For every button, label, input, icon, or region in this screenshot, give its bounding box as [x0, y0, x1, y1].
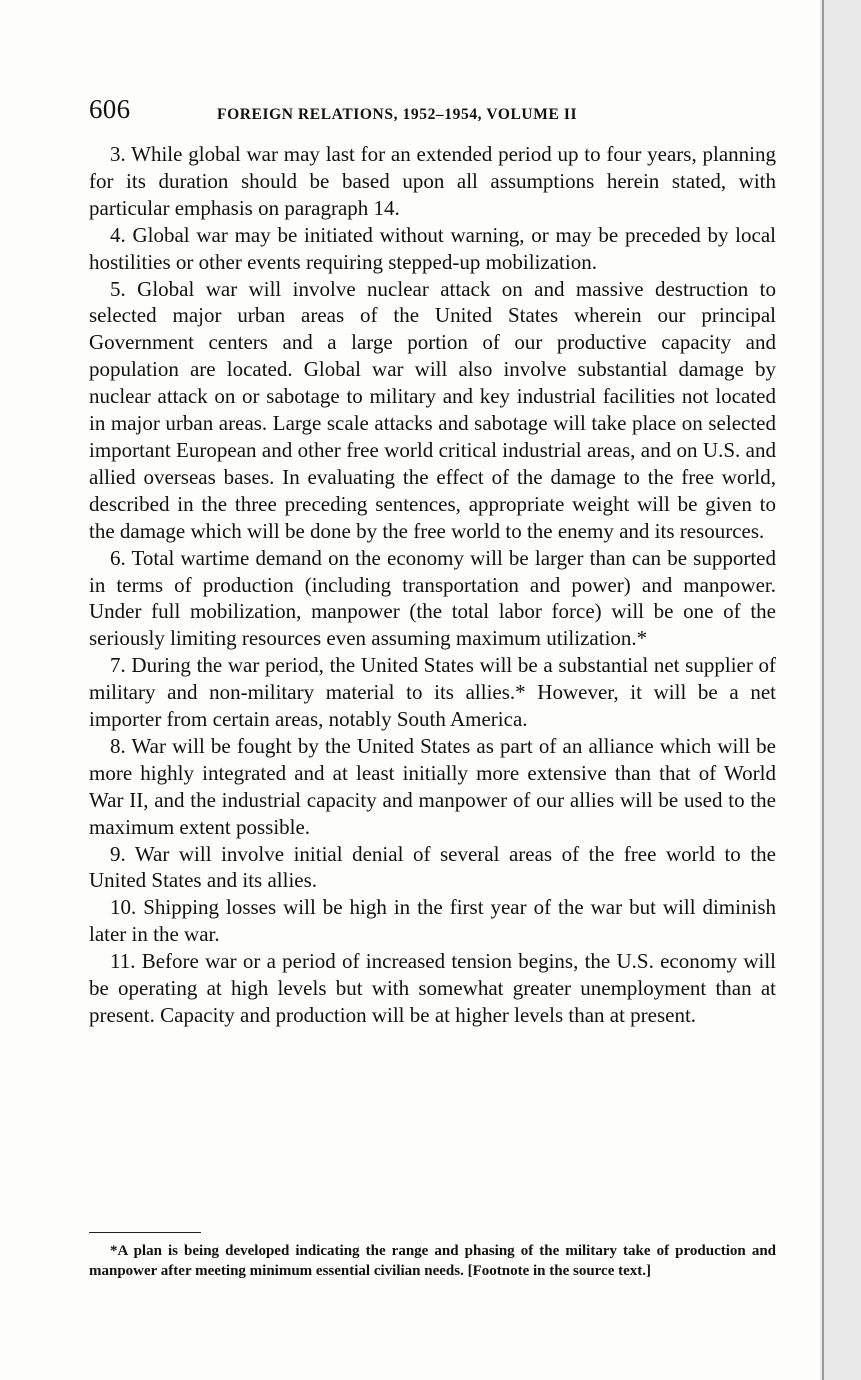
- paragraph-11: 11. Before war or a period of increased tension begins, the U.S. economy will be operating at high levels but with somewhat greater unemployment than at present. Capacity and production will be at higher levels than at present.: [89, 949, 776, 1027]
- paragraph-8: 8. War will be fought by the United States as part of an alliance which will be more highly integrated and at least initially more extensive than that of World War II, and the industrial capacity and manpower of our allies will be used to the maximum extent possible.: [89, 733, 776, 839]
- footnote: *A plan is being developed indicating the range and phasing of the military take of production and manpower after meeting minimum essential civilian needs. [Footnote in the source text.]: [89, 1243, 776, 1279]
- paragraph-10: 10. Shipping losses will be high in the first year of the war but will diminish later in the war.: [89, 895, 776, 947]
- page-header: [89, 92, 779, 128]
- page-number: 606: [89, 94, 131, 124]
- body-text: [89, 141, 776, 1029]
- paragraph-7: 7. During the war period, the United States will be a substantial net supplier of military and non-military material to its allies.* However, it will be a net importer from certain areas, notably South America.: [89, 653, 776, 732]
- page-edge-line: [822, 0, 824, 1380]
- paragraph-3: 3. While global war may last for an extended period up to four years, planning for its duration should be based upon all assumptions herein stated, with particular emphasis on paragraph 14.: [89, 142, 776, 220]
- paragraph-5: 5. Global war will involve nuclear attack on and massive destruction to selected major urban areas of the United States wherein our principal Government centers and a large portion of our productive capacity and population are located. Global war will also involve substantial damage by nuclear attack on or sabotage to military and key industrial facilities not located in major urban areas. Large scale attacks and sabotage will take place on selected important European and other free world critical industrial areas, and on U.S. and allied overseas bases. In evaluating the effect of the damage to the free world, described in the three preceding sentences, appropriate weight will be given to the damage which will be done by the free world to the enemy and its resources.: [89, 276, 776, 543]
- footnote-divider: [89, 1232, 201, 1233]
- page-edge-margin: [820, 0, 861, 1380]
- paragraph-6: 6. Total wartime demand on the economy will be larger than can be supported in terms of production (including transportation and power) and manpower. Under full mobilization, manpower (the total labor force) will be one of the seriously limiting resources even assuming maximum utilization.*: [89, 545, 776, 651]
- running-head: FOREIGN RELATIONS, 1952–1954, VOLUME II: [217, 106, 578, 123]
- paragraph-9: 9. War will involve initial denial of several areas of the free world to the United States and its allies.: [89, 841, 776, 893]
- paragraph-4: 4. Global war may be initiated without warning, or may be preceded by local hostilities or other events requiring stepped-up mobilization.: [89, 222, 776, 274]
